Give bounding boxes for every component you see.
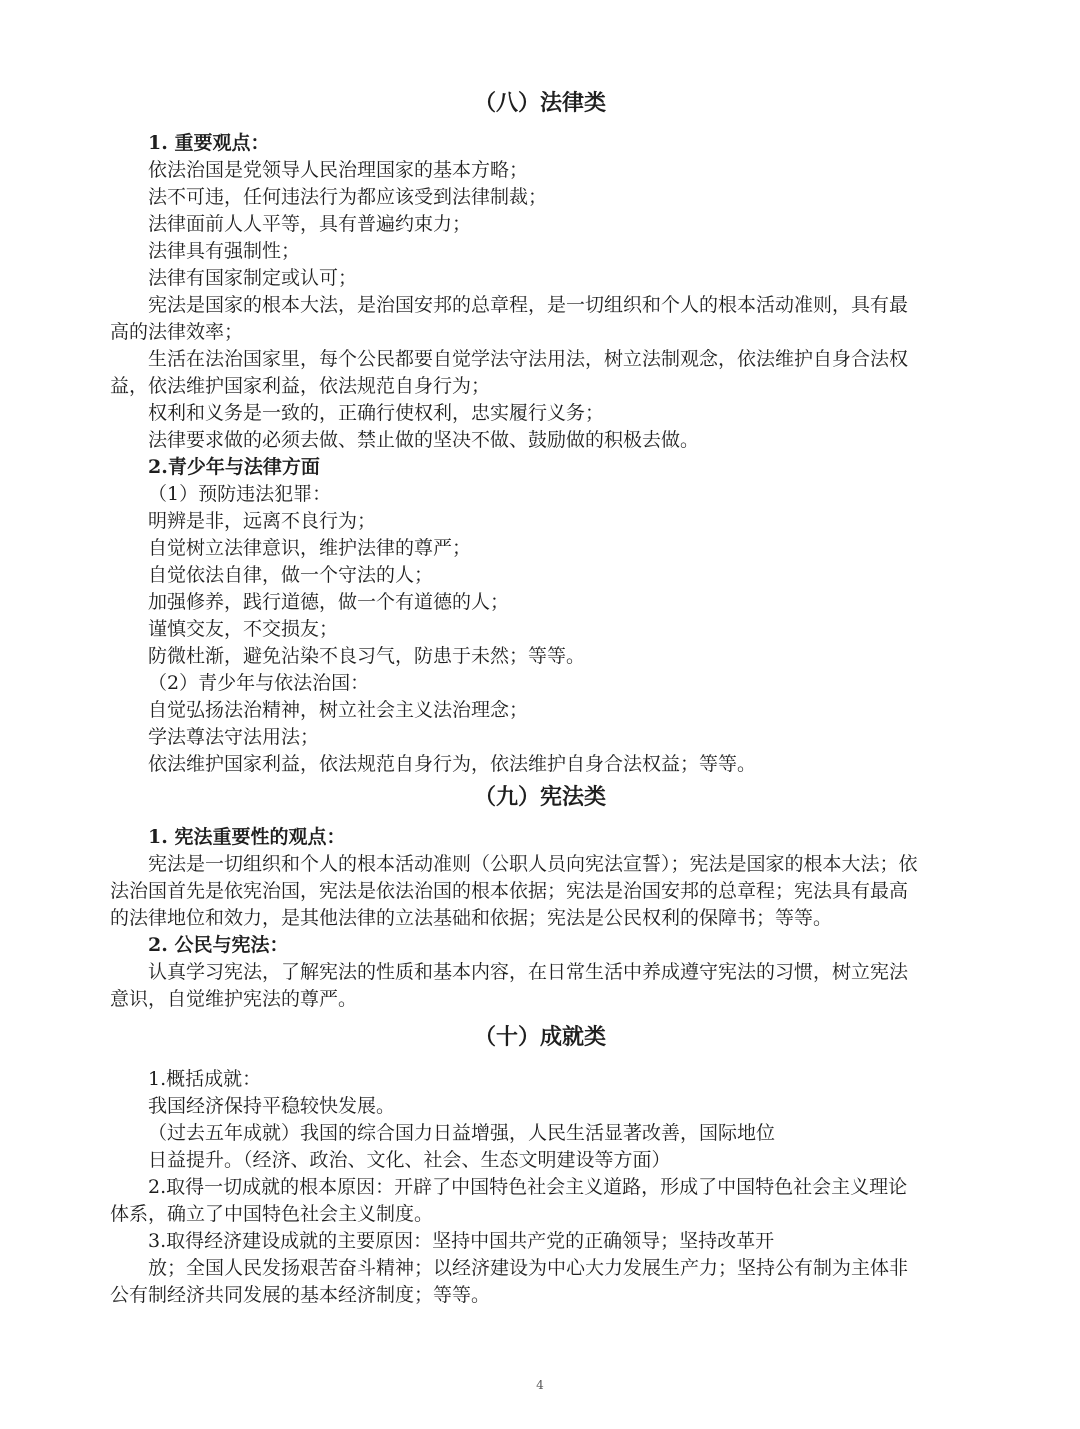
text-line: 依法治国是党领导人民治理国家的基本方略； bbox=[148, 159, 529, 181]
subheading-key-points: 1. 重要观点： bbox=[148, 132, 270, 154]
text-line: 放；全国人民发扬艰苦奋斗精神；以经济建设为中心大力发展生产力；坚持公有制为主体非 bbox=[148, 1257, 909, 1279]
text-line: 自觉弘扬法治精神，树立社会主义法治理念； bbox=[148, 699, 529, 721]
text-line: 自觉树立法律意识，维护法律的尊严； bbox=[148, 537, 472, 559]
section-heading-constitution: （九）宪法类 bbox=[473, 784, 606, 810]
text-line: （过去五年成就）我国的综合国力日益增强，人民生活显著改善，国际地位 bbox=[148, 1122, 776, 1144]
subheading-constitution-importance: 1. 宪法重要性的观点： bbox=[148, 826, 346, 848]
page-number: 4 bbox=[536, 1378, 544, 1392]
text-line: 谨慎交友，不交损友； bbox=[148, 618, 339, 640]
section-heading-achievements: （十）成就类 bbox=[473, 1024, 606, 1050]
text-line: 依法维护国家利益，依法规范自身行为，依法维护自身合法权益；等等。 bbox=[148, 753, 757, 775]
text-line: 益，依法维护国家利益，依法规范自身行为； bbox=[110, 375, 491, 397]
text-line: （1）预防违法犯罪： bbox=[148, 483, 332, 505]
text-line: 防微杜渐，避免沾染不良习气，防患于未然；等等。 bbox=[148, 645, 586, 667]
text-line: 公有制经济共同发展的基本经济制度；等等。 bbox=[110, 1284, 491, 1306]
text-line: 权利和义务是一致的，正确行使权利，忠实履行义务； bbox=[148, 402, 605, 424]
text-line: 加强修养，践行道德，做一个有道德的人； bbox=[148, 591, 510, 613]
section-heading-law: （八）法律类 bbox=[473, 90, 606, 116]
text-line: 我国经济保持平稳较快发展。 bbox=[148, 1095, 396, 1117]
text-line: 法律要求做的必须去做、禁止做的坚决不做、鼓励做的积极去做。 bbox=[148, 429, 700, 451]
text-line: 体系，确立了中国特色社会主义制度。 bbox=[110, 1203, 434, 1225]
text-line: 的法律地位和效力，是其他法律的立法基础和依据；宪法是公民权利的保障书；等等。 bbox=[110, 907, 833, 929]
text-line: 意识，自觉维护宪法的尊严。 bbox=[110, 988, 358, 1010]
text-line: 生活在法治国家里，每个公民都要自觉学法守法用法，树立法制观念，依法维护自身合法权 bbox=[148, 348, 909, 370]
text-line: （2）青少年与依法治国： bbox=[148, 672, 370, 694]
text-line: 3.取得经济建设成就的主要原因：坚持中国共产党的正确领导；坚持改革开 bbox=[148, 1230, 775, 1252]
text-line: 2.取得一切成就的根本原因：开辟了中国特色社会主义道路，形成了中国特色社会主义理论 bbox=[148, 1176, 908, 1198]
subheading-youth-and-law: 2.青少年与法律方面 bbox=[148, 456, 320, 478]
text-line: 法治国首先是依宪治国，宪法是依法治国的根本依据；宪法是治国安邦的总章程；宪法具有最高 bbox=[110, 880, 909, 902]
text-line: 法律有国家制定或认可； bbox=[148, 267, 358, 289]
text-line: 法律面前人人平等，具有普遍约束力； bbox=[148, 213, 472, 235]
text-line: 宪法是国家的根本大法，是治国安邦的总章程，是一切组织和个人的根本活动准则，具有最 bbox=[148, 294, 909, 316]
text-line: 宪法是一切组织和个人的根本活动准则（公职人员向宪法宣誓）；宪法是国家的根本大法；依 bbox=[148, 853, 918, 875]
subheading-achievements-summary: 1.概括成就： bbox=[148, 1068, 262, 1090]
text-line: 自觉依法自律，做一个守法的人； bbox=[148, 564, 434, 586]
text-line: 日益提升。（经济、政治、文化、社会、生态文明建设等方面） bbox=[148, 1149, 671, 1171]
text-line: 明辨是非，远离不良行为； bbox=[148, 510, 377, 532]
text-line: 学法尊法守法用法； bbox=[148, 726, 320, 748]
text-line: 法不可违，任何违法行为都应该受到法律制裁； bbox=[148, 186, 548, 208]
text-line: 法律具有强制性； bbox=[148, 240, 301, 262]
text-line: 认真学习宪法，了解宪法的性质和基本内容，在日常生活中养成遵守宪法的习惯，树立宪法 bbox=[148, 961, 909, 983]
subheading-citizens-and-constitution: 2. 公民与宪法： bbox=[148, 934, 289, 956]
text-line: 高的法律效率； bbox=[110, 321, 244, 343]
